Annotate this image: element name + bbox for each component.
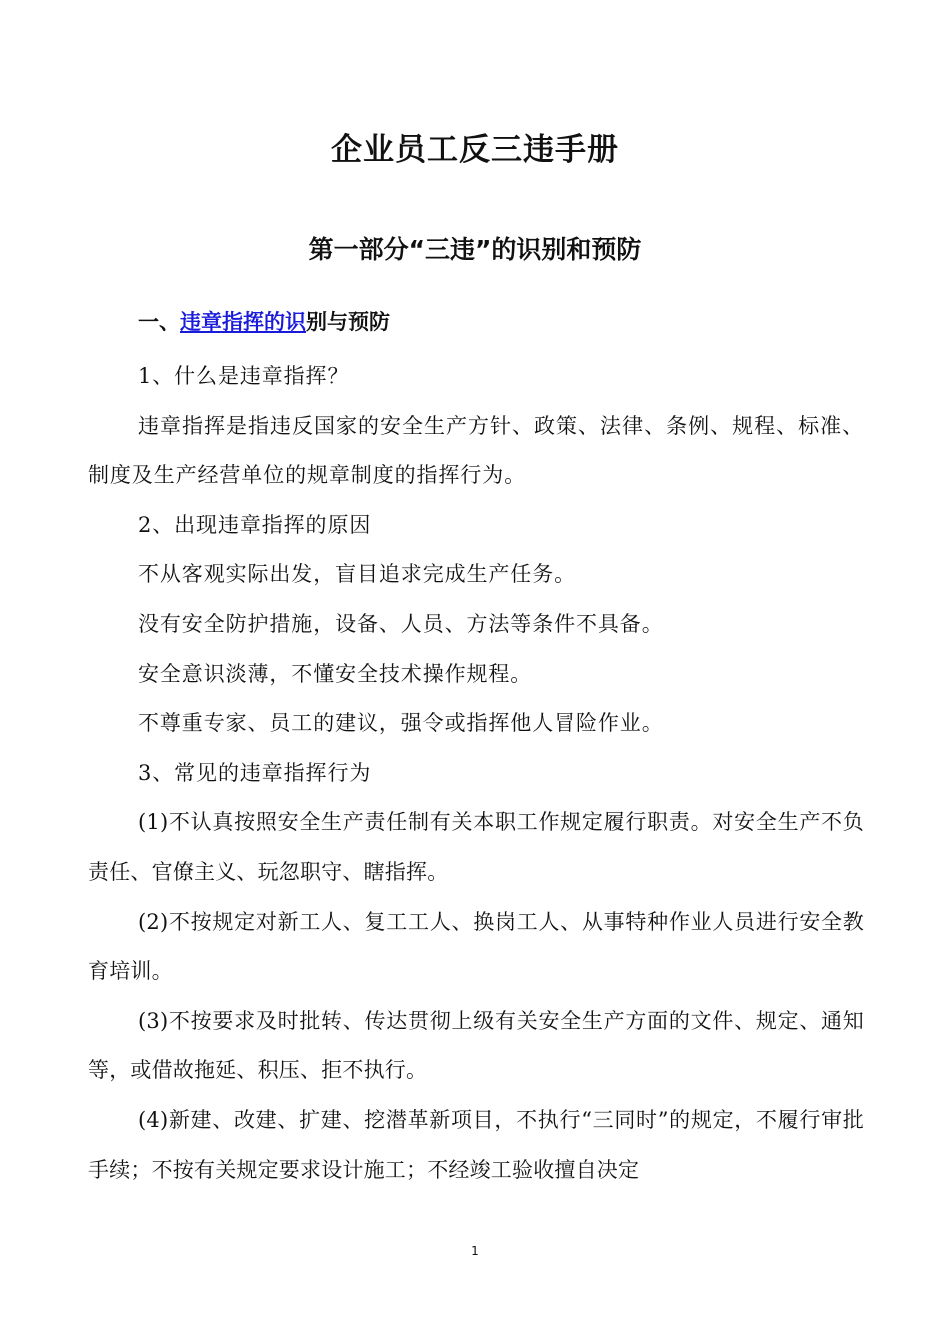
- paragraph: 2、出现违章指挥的原因: [138, 512, 372, 537]
- part-heading: 第一部分“三违”的识别和预防: [308, 235, 642, 264]
- paragraph: 安全意识淡薄，不懂安全技术操作规程。: [138, 661, 533, 686]
- paragraph: 3、常见的违章指挥行为: [138, 760, 372, 785]
- paragraph: 没有安全防护措施，设备、人员、方法等条件不具备。: [138, 611, 664, 636]
- paragraph: 不尊重专家、员工的建议，强令或指挥他人冒险作业。: [138, 711, 664, 736]
- body-text: [88, 352, 864, 1195]
- page-number: 1: [471, 1244, 479, 1258]
- section-suffix: 别与预防: [306, 310, 390, 334]
- document-title: 企业员工反三违手册: [331, 132, 619, 168]
- list-item: (1)不认真按照安全生产责任制有关本职工作规定履行职责。对安全生产不负责任、官僚主义、玩忽职守、瞎指挥。: [88, 810, 864, 884]
- section-prefix: 一、: [138, 310, 180, 334]
- section-heading: [138, 306, 390, 336]
- list-item: (4)新建、改建、扩建、挖潜革新项目，不执行“三同时”的规定，不履行审批手续；不按有关规定要求设计施工；不经竣工验收擅自决定: [88, 1107, 864, 1182]
- paragraph: 不从客观实际出发，盲目追求完成生产任务。: [138, 562, 576, 587]
- paragraph: 1、什么是违章指挥？: [138, 364, 350, 388]
- paragraph: 违章指挥是指违反国家的安全生产方针、政策、法律、条例、规程、标准、制度及生产经营单位的规章制度的指挥行为。: [88, 413, 864, 488]
- list-item: (3)不按要求及时批转、传达贯彻上级有关安全生产方面的文件、规定、通知等，或借故拖延、积压、拒不执行。: [88, 1008, 864, 1083]
- section-link[interactable]: 违章指挥的识: [180, 310, 306, 334]
- list-item: (2)不按规定对新工人、复工工人、换岗工人、从事特种作业人员进行安全教育培训。: [88, 909, 864, 984]
